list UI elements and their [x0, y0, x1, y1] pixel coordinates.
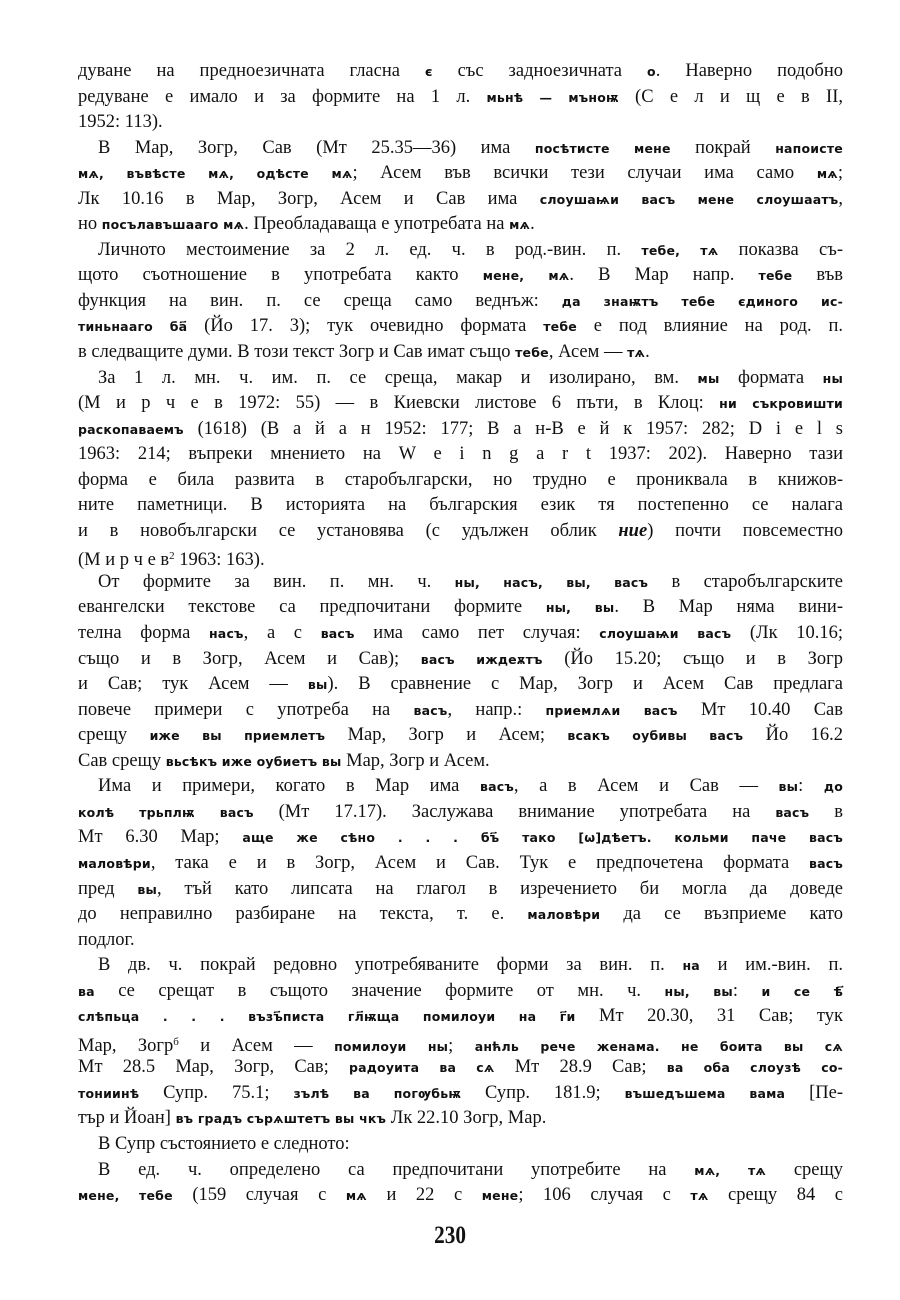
- text-line: [78, 391, 843, 417]
- old-bulgarian-citation: колѣ трьплѭ васъ: [78, 804, 254, 820]
- old-bulgarian-citation: тониинѣ: [78, 1085, 140, 1101]
- text-segment: (Лк 10.16;: [731, 623, 843, 644]
- old-bulgarian-citation: да знаѭтъ тебе єдиного ис-: [561, 293, 843, 309]
- text-line: [78, 1055, 843, 1081]
- text-segment: има само пет случая:: [354, 623, 600, 644]
- text-line: [78, 289, 843, 315]
- text-segment: подлог.: [78, 929, 135, 950]
- old-bulgarian-citation: раскопаваемъ: [78, 421, 184, 437]
- text-segment: Супр. 75.1;: [139, 1082, 294, 1103]
- paragraph: [78, 570, 843, 774]
- old-bulgarian-citation: слѣпьца . . . възъ҃писта гл҃ѭща помилоуи на г҃и: [78, 1009, 576, 1025]
- text-segment: щото съотношение в употребата както: [78, 265, 483, 286]
- old-bulgarian-citation: васъ: [479, 779, 514, 795]
- text-line: [78, 979, 843, 1005]
- superscript: б: [173, 1035, 179, 1048]
- paragraph: [78, 1158, 843, 1209]
- text-line: [78, 85, 843, 111]
- text-line: [78, 544, 843, 570]
- text-segment: .: [530, 214, 535, 235]
- old-bulgarian-citation: аще же сѣно . . . бъ҃ тако [ѡ]дѣетъ. кольми паче васъ: [242, 830, 844, 846]
- text-line: [78, 417, 843, 443]
- text-segment: но: [78, 214, 102, 235]
- text-segment: (1618) (В а й а н 1952: 177; В а н-В е й к 1957: 282; D i e l s: [183, 418, 843, 439]
- text-line: [78, 468, 843, 494]
- paragraph: [78, 59, 843, 136]
- old-bulgarian-citation: мѧ, тѧ: [694, 1162, 767, 1178]
- text-line: [78, 953, 843, 979]
- text-segment: Мт 28.9 Сав;: [494, 1057, 667, 1078]
- old-bulgarian-citation: тебе: [515, 345, 549, 361]
- text-line: [78, 1004, 843, 1030]
- old-bulgarian-citation: въшедъшема вама: [624, 1085, 786, 1101]
- text-line: [78, 1132, 843, 1158]
- text-segment: , така е и в Зогр, Асем и Сав. Тук е предпочетена формата: [150, 852, 810, 873]
- text-segment: и Асем —: [178, 1035, 335, 1056]
- text-segment: 1952: 113).: [78, 112, 163, 133]
- text-segment: срещу: [78, 725, 150, 746]
- text-segment: и в новобългарски се установява (с удължен облик: [78, 520, 619, 541]
- text-line: [78, 902, 843, 928]
- text-segment: Мт 28.5 Мар, Зогр, Сав;: [78, 1057, 349, 1078]
- text-line: [78, 1081, 843, 1107]
- text-segment: формата: [719, 367, 823, 388]
- old-bulgarian-citation: васъ: [413, 702, 448, 718]
- old-bulgarian-citation: мѧ, въвѣсте мѧ, одѣсте мѧ: [78, 166, 353, 182]
- old-bulgarian-citation: маловѣри: [78, 855, 151, 871]
- text-segment: срещу: [766, 1159, 843, 1180]
- old-bulgarian-citation: ни съкровишти: [719, 396, 843, 412]
- old-bulgarian-citation: приемлѧи васъ: [545, 702, 678, 718]
- old-bulgarian-citation: васъ иждеѫтъ: [420, 651, 543, 667]
- text-segment: :: [798, 776, 824, 797]
- text-segment: Мар, Зогр: [78, 1035, 174, 1056]
- old-bulgarian-citation: въ градъ сърѧштетъ вы чкъ: [175, 1111, 387, 1127]
- text-line: [78, 161, 843, 187]
- old-bulgarian-citation: и се ѣ҃: [761, 983, 843, 999]
- text-line: [78, 800, 843, 826]
- old-bulgarian-citation: анћль рече женама. не боита вы сѧ: [474, 1038, 844, 1054]
- text-segment: в старобългарските: [648, 571, 843, 592]
- old-bulgarian-citation: вы: [137, 881, 157, 897]
- text-segment: [Пе-: [785, 1082, 844, 1103]
- old-bulgarian-citation: зълѣ ва погѹбьѭ: [293, 1085, 462, 1101]
- text-segment: телна форма: [78, 623, 209, 644]
- text-line: [78, 825, 843, 851]
- old-bulgarian-citation: ны, насъ, вы, васъ: [454, 574, 649, 590]
- text-segment: За 1 л. мн. ч. им. п. се среща, макар и изолирано, вм.: [98, 367, 698, 388]
- text-segment: (Мт 17.17). Заслужава внимание употребата на: [253, 801, 776, 822]
- paragraph: [78, 136, 843, 238]
- old-bulgarian-citation: мы: [697, 370, 720, 386]
- text-segment: се срещат в същото значение формите от мн. ч.: [94, 980, 665, 1001]
- text-line: [78, 928, 843, 954]
- text-segment: Мт 10.40 Сав: [677, 699, 844, 720]
- old-bulgarian-citation: тѧ: [690, 1188, 709, 1204]
- old-bulgarian-citation: ны: [822, 370, 843, 386]
- text-segment: :: [732, 980, 762, 1001]
- page-number: 230: [434, 1222, 466, 1249]
- text-line: [78, 672, 843, 698]
- text-segment: Сав срещу: [78, 750, 166, 771]
- old-bulgarian-citation: вы: [307, 677, 328, 693]
- text-segment: (С е л и щ е в II,: [618, 86, 843, 107]
- text-segment: във: [792, 265, 843, 286]
- text-segment: В ед. ч. определено са предпочитани употребите на: [98, 1159, 695, 1180]
- text-segment: Лк 10.16 в Мар, Зогр, Асем и Сав има: [78, 188, 540, 209]
- superscript: 2: [169, 550, 175, 563]
- text-segment: 1963: 163).: [174, 550, 265, 571]
- text-line: [78, 1183, 843, 1209]
- text-segment: също и в Зогр, Асем и Сав);: [78, 648, 421, 669]
- old-bulgarian-citation: на: [682, 958, 700, 974]
- text-segment: да се възприеме като: [600, 904, 843, 925]
- text-segment: ,: [838, 188, 844, 209]
- old-bulgarian-citation: васъ: [320, 626, 355, 642]
- text-segment: От формите за вин. п. мн. ч.: [98, 571, 455, 592]
- old-bulgarian-citation: мѧ: [816, 166, 838, 182]
- text-segment: ;: [837, 163, 843, 184]
- text-segment: повече примери с употреба на: [78, 699, 414, 720]
- text-segment: , напр.:: [447, 699, 546, 720]
- old-bulgarian-citation: мене, тебе: [78, 1188, 173, 1204]
- old-bulgarian-citation: радоуита ва сѧ: [348, 1060, 495, 1076]
- text-segment: (М и р ч е в 1972: 55) — в Киевски листове 6 пъти, в Клоц:: [78, 393, 720, 414]
- text-segment: .: [645, 342, 650, 363]
- old-bulgarian-citation: тѧ: [627, 345, 646, 361]
- text-segment: ) почти повсеместно: [647, 520, 843, 541]
- old-bulgarian-citation: тиньнааго ба҃: [78, 319, 188, 335]
- old-bulgarian-citation: посѣтисте мене: [534, 140, 671, 156]
- old-bulgarian-citation: васъ: [809, 855, 843, 871]
- text-line: [78, 749, 843, 775]
- old-bulgarian-citation: иже вы приемлетъ: [149, 728, 326, 744]
- text-segment: (Йо 15.20; също и в Зогр: [542, 648, 843, 669]
- text-segment: дуване на предноезичната гласна: [78, 61, 425, 81]
- text-segment: в следващите думи. В този текст Зогр и Сав имат също: [78, 342, 516, 363]
- old-bulgarian-citation: тебе: [758, 268, 793, 284]
- text-segment: . В Мар няма вини-: [614, 597, 843, 618]
- old-bulgarian-citation: насъ: [208, 626, 244, 642]
- text-line: [78, 877, 843, 903]
- paragraph: [78, 774, 843, 953]
- old-bulgarian-citation: ны, вы: [664, 983, 733, 999]
- text-line: [78, 851, 843, 877]
- text-segment: В Супр състоянието е следното:: [98, 1133, 350, 1154]
- text-segment: , Асем —: [548, 342, 628, 363]
- text-segment: Мар, Зогр и Асем.: [341, 750, 490, 771]
- text-segment: функция на вин. п. се среща само веднъж:: [78, 290, 562, 311]
- text-segment: ните паметници. В историята на българския език тя постепенно се налага: [78, 495, 843, 516]
- text-segment: 1963: 214; въпреки мнението на W e i n g a r t 1937: 202). Наверно тази: [78, 444, 843, 465]
- text-line: [78, 774, 843, 800]
- text-segment: (Йо 17. 3); тук очевидно формата: [187, 316, 544, 337]
- old-bulgarian-citation: мѧ: [509, 217, 531, 233]
- paragraph: [78, 238, 843, 366]
- old-bulgarian-citation: мене: [481, 1188, 519, 1204]
- old-bulgarian-citation: вьсѣкъ иже оубиетъ вы: [165, 753, 342, 769]
- italic-term: ние: [618, 520, 648, 541]
- text-line: [78, 570, 843, 596]
- text-segment: Супр. 181.9;: [461, 1082, 625, 1103]
- text-line: [78, 647, 843, 673]
- text-segment: е под влияние на род. п.: [576, 316, 843, 337]
- text-line: [78, 136, 843, 162]
- text-segment: . Наверно подобно: [655, 61, 843, 81]
- text-segment: В дв. ч. покрай редовно употребяваните форми за вин. п.: [98, 955, 683, 976]
- old-bulgarian-citation: маловѣри: [527, 907, 601, 923]
- text-segment: срещу 84 с: [708, 1185, 843, 1206]
- text-segment: в: [809, 801, 843, 822]
- old-bulgarian-citation: мѧ: [345, 1188, 367, 1204]
- text-segment: и им.-вин. п.: [699, 955, 843, 976]
- text-segment: тър и Йоан]: [78, 1108, 176, 1129]
- text-segment: Мт 20.30, 31 Сав; тук: [575, 1006, 843, 1027]
- old-bulgarian-citation: напоисте: [775, 140, 843, 156]
- text-line: [78, 238, 843, 264]
- old-bulgarian-citation: ва оба слоузѣ со-: [666, 1060, 844, 1076]
- text-line: [78, 340, 843, 366]
- text-segment: пред: [78, 878, 138, 899]
- paragraph: [78, 953, 843, 1132]
- text-segment: покрай: [670, 137, 776, 158]
- old-bulgarian-citation: тебе, тѧ: [641, 242, 719, 258]
- text-line: [78, 723, 843, 749]
- paragraph: [78, 1132, 843, 1158]
- text-segment: ; 106 случая с: [518, 1185, 691, 1206]
- old-bulgarian-citation: посълавъшааго мѧ: [101, 217, 245, 233]
- old-bulgarian-citation: о: [646, 64, 656, 79]
- text-line: [78, 110, 843, 136]
- text-segment: ). В сравнение с Мар, Зогр и Асем Сав предлага: [327, 674, 843, 695]
- text-line: [78, 621, 843, 647]
- old-bulgarian-citation: до: [823, 779, 843, 795]
- text-segment: Йо 16.2: [743, 725, 843, 746]
- text-segment: Мт 6.30 Мар;: [78, 827, 243, 848]
- text-segment: Има и примери, когато в Мар има: [98, 776, 480, 797]
- text-line: [78, 595, 843, 621]
- old-bulgarian-citation: помилоуи ны: [334, 1038, 449, 1054]
- page-body: [78, 59, 843, 1209]
- text-segment: (159 случая с: [172, 1185, 346, 1206]
- text-segment: Мар, Зогр и Асем;: [325, 725, 568, 746]
- text-segment: до неправилно разбиране на текста, т. е.: [78, 904, 528, 925]
- old-bulgarian-citation: вы: [778, 779, 799, 795]
- text-segment: евангелски текстове са предпочитани формите: [78, 597, 546, 618]
- text-segment: показва съ-: [718, 239, 843, 260]
- old-bulgarian-citation: тебе: [543, 319, 577, 335]
- text-segment: В Мар, Зогр, Сав (Мт 25.35—36) има: [98, 137, 535, 158]
- paragraph: [78, 366, 843, 570]
- text-segment: . В Мар напр.: [569, 265, 759, 286]
- text-line: [78, 519, 843, 545]
- text-line: [78, 1030, 843, 1056]
- text-segment: със задноезичната: [432, 61, 647, 81]
- text-line: [78, 493, 843, 519]
- text-line: [78, 263, 843, 289]
- text-segment: ; Асем във всички тези случаи има само: [352, 163, 817, 184]
- text-line: [78, 366, 843, 392]
- text-segment: и Сав; тук Асем —: [78, 674, 308, 695]
- text-line: [78, 1158, 843, 1184]
- text-segment: и 22 с: [366, 1185, 482, 1206]
- text-line: [78, 698, 843, 724]
- text-segment: , тъй като липсата на глагол в изречението би могла да доведе: [156, 878, 844, 899]
- text-segment: . Преобладаваща е употребата на: [244, 214, 510, 235]
- text-line: [78, 314, 843, 340]
- text-segment: Личното местоимение за 2 л. ед. ч. в род.-вин. п.: [98, 239, 642, 260]
- old-bulgarian-citation: є: [424, 64, 433, 79]
- text-segment: ;: [448, 1035, 475, 1056]
- text-line: [78, 187, 843, 213]
- text-segment: форма е била развита в старобългарски, но трудно е прониквала в книжов-: [78, 469, 843, 490]
- text-segment: редуване е имало и за формите на 1 л.: [78, 86, 487, 107]
- old-bulgarian-citation: ва: [78, 983, 95, 999]
- text-line: [78, 59, 843, 85]
- old-bulgarian-citation: слоушаѩи васъ мене слоушаатъ: [539, 191, 839, 207]
- text-segment: , а с: [243, 623, 321, 644]
- old-bulgarian-citation: васъ: [775, 804, 810, 820]
- old-bulgarian-citation: слоушаѩи васъ: [599, 626, 732, 642]
- old-bulgarian-citation: мьнѣ — мъноѭ: [486, 89, 619, 105]
- text-segment: (М и р ч е в: [78, 550, 170, 571]
- text-line: [78, 1106, 843, 1132]
- old-bulgarian-citation: мене, мѧ: [482, 268, 570, 284]
- text-line: [78, 442, 843, 468]
- old-bulgarian-citation: всакъ оубивы васъ: [567, 728, 744, 744]
- old-bulgarian-citation: ны, вы: [545, 600, 615, 616]
- text-segment: , а в Асем и Сав —: [513, 776, 779, 797]
- text-line: [78, 212, 843, 238]
- text-segment: Лк 22.10 Зогр, Мар.: [386, 1108, 547, 1129]
